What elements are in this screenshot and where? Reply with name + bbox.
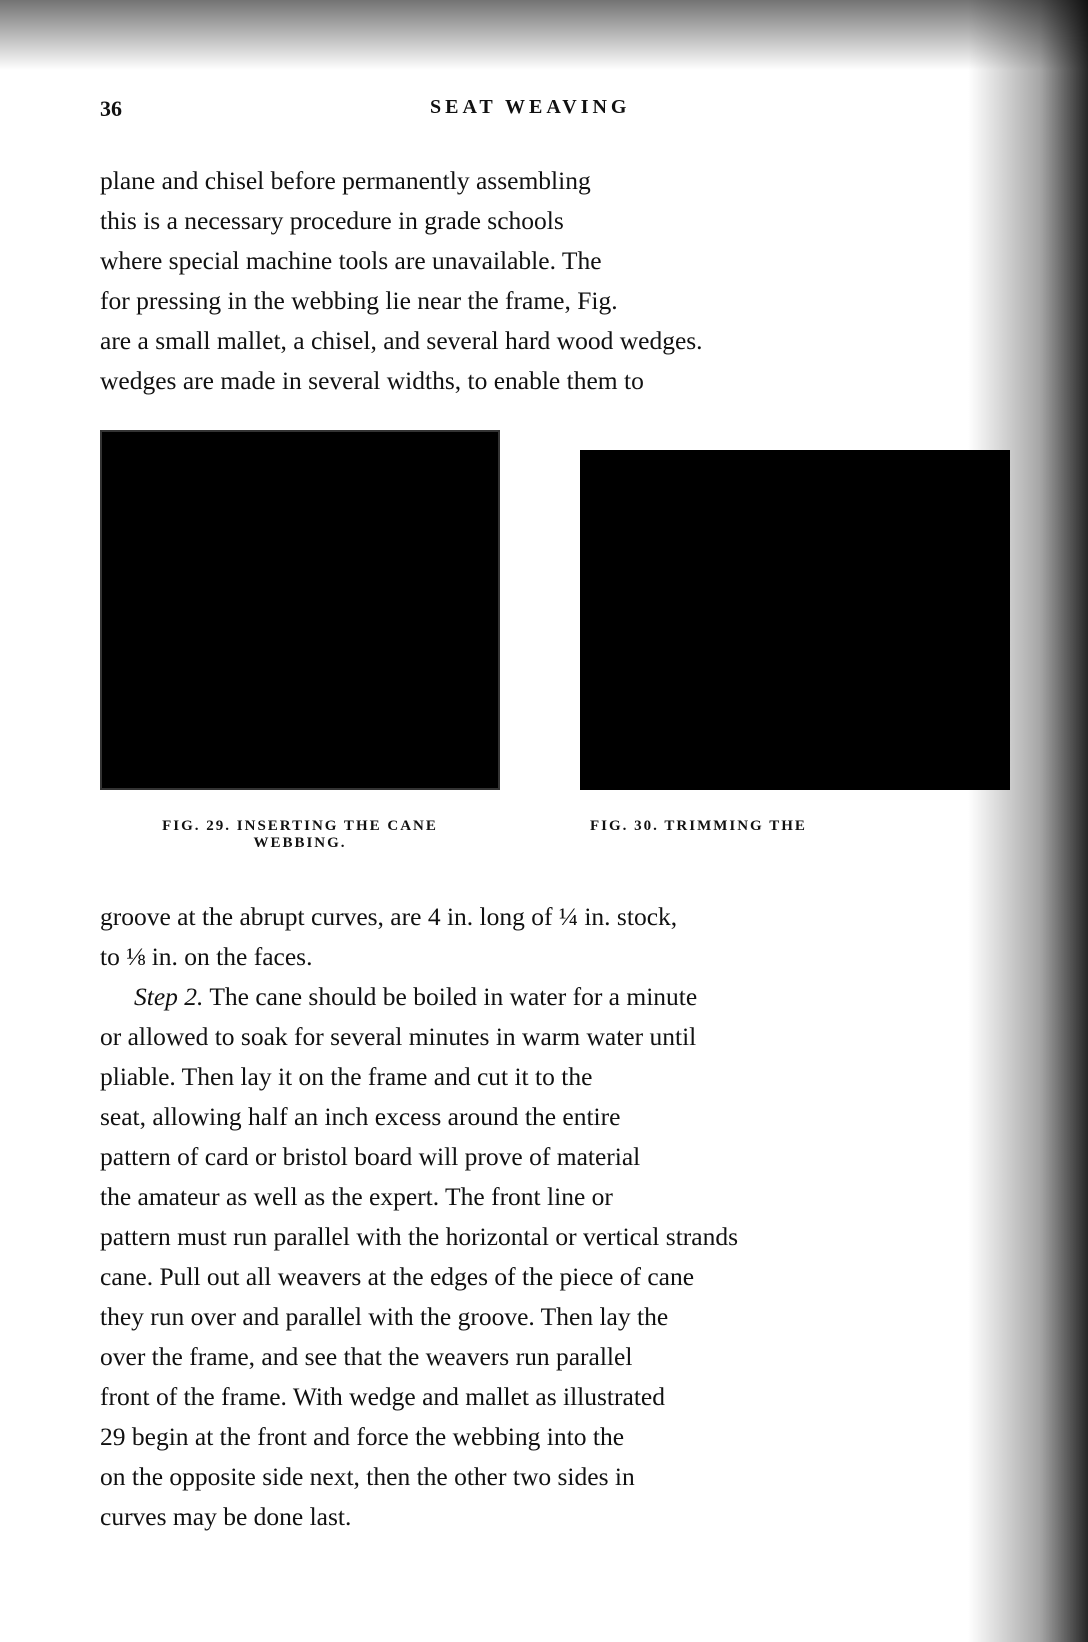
figure-29-photo <box>100 430 500 790</box>
text-line: front of the frame. With wedge and mallet as illustrated <box>100 1382 665 1411</box>
text-line: or allowed to soak for several minutes in warm water until <box>100 1022 697 1051</box>
text-line <box>100 977 1010 1017</box>
text-line: the amateur as well as the expert. The front line or <box>100 1182 613 1211</box>
text-line: pattern of card or bristol board will prove of material <box>100 1142 641 1171</box>
running-title: SEAT WEAVING <box>430 96 631 118</box>
text-line: to ⅛ in. on the faces. <box>100 942 313 971</box>
caption-line: FIG. 30. TRIMMING THE <box>590 818 807 834</box>
text-line: for pressing in the webbing lie near the frame, Fig. <box>100 286 618 315</box>
text-line: on the opposite side next, then the other two sides in <box>100 1462 635 1491</box>
text-line: pattern must run parallel with the horizontal or vertical strands <box>100 1222 739 1251</box>
text-line: curves may be done last. <box>100 1502 352 1531</box>
text-line: plane and chisel before permanently assembling <box>100 166 591 195</box>
body-paragraph-2 <box>100 977 1010 1537</box>
intro-paragraph <box>100 161 1010 401</box>
page-number: 36 <box>100 96 122 121</box>
caption-line: WEBBING. <box>253 835 347 851</box>
text-line: 29 begin at the front and force the webbing into the <box>100 1422 625 1451</box>
text-line: they run over and parallel with the groove. Then lay the <box>100 1302 669 1331</box>
text-line: this is a necessary procedure in grade schools <box>100 206 564 235</box>
running-head <box>100 96 1000 130</box>
text-line: are a small mallet, a chisel, and several hard wood wedges. <box>100 326 703 355</box>
step-label: Step 2. <box>134 982 204 1011</box>
text-line: wedges are made in several widths, to enable them to <box>100 366 644 395</box>
figure-30-photo <box>580 450 1010 790</box>
text-line: where special machine tools are unavailable. The <box>100 246 602 275</box>
caption-line: FIG. 29. INSERTING THE CANE <box>162 818 438 834</box>
text-line: pliable. Then lay it on the frame and cut it to the <box>100 1062 593 1091</box>
text-line: over the frame, and see that the weavers run parallel <box>100 1342 633 1371</box>
text-line: seat, allowing half an inch excess around the entire <box>100 1102 621 1131</box>
scan-noise-top <box>0 0 1088 70</box>
text-line: cane. Pull out all weavers at the edges of the piece of cane <box>100 1262 695 1291</box>
body-paragraph-1 <box>100 897 1010 977</box>
figure-30-caption <box>590 818 1010 835</box>
figure-29-caption <box>100 818 500 852</box>
text-line: groove at the abrupt curves, are 4 in. long of ¼ in. stock, <box>100 902 678 931</box>
step-text: The cane should be boiled in water for a minute <box>209 982 698 1011</box>
